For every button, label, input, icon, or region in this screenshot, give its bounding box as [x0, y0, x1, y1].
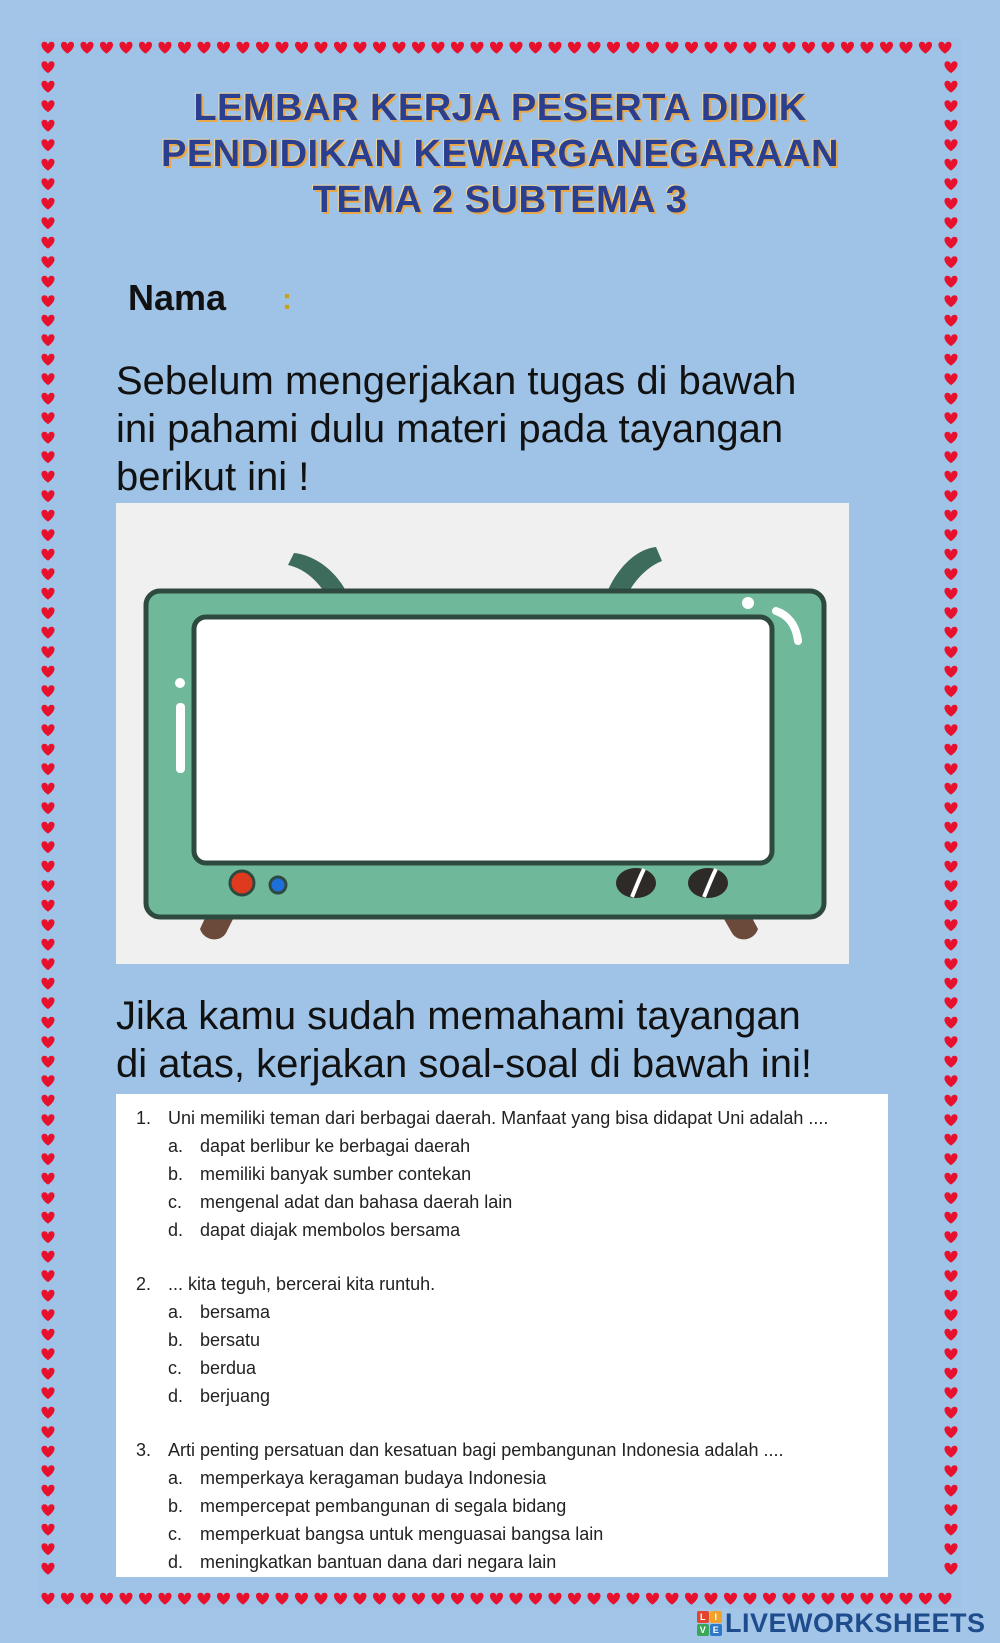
option-text: bersama — [200, 1301, 271, 1322]
option-letter: d. — [168, 1219, 184, 1240]
question-text: Uni memiliki teman dari berbagai daerah. Manfaat yang bisa didapat Uni adalah .... — [168, 1107, 829, 1128]
name-label: Nama — [128, 277, 227, 318]
logo-mark-icon — [697, 1611, 722, 1636]
option-letter: a. — [168, 1135, 184, 1156]
option-text: memperkaya keragaman budaya Indonesia — [200, 1467, 547, 1488]
option-letter: a. — [168, 1467, 184, 1488]
logo-letter-3: V — [697, 1624, 709, 1636]
option-text: dapat diajak membolos bersama — [200, 1219, 461, 1240]
title-line-3: TEMA 2 SUBTEMA 3 — [312, 179, 688, 221]
worksheet-title — [60, 85, 940, 223]
question-number: 1. — [136, 1107, 152, 1128]
logo-letter-2: I — [710, 1611, 722, 1623]
question-stem — [136, 1104, 868, 1132]
answer-option[interactable] — [136, 1492, 868, 1520]
instructions-line-1: Jika kamu sudah memahami tayangan — [116, 994, 801, 1038]
option-text: meningkatkan bantuan dana dari negara lain — [200, 1551, 557, 1572]
option-text: dapat berlibur ke berbagai daerah — [200, 1135, 471, 1156]
liveworksheets-logo[interactable] — [697, 1608, 986, 1638]
option-letter: d. — [168, 1385, 184, 1406]
answer-option[interactable] — [136, 1160, 868, 1188]
option-text: berdua — [200, 1357, 257, 1378]
option-text: memiliki banyak sumber contekan — [200, 1163, 472, 1184]
question-text: Arti penting persatuan dan kesatuan bagi pembangunan Indonesia adalah .... — [168, 1439, 784, 1460]
question-stem — [136, 1270, 868, 1298]
television-icon — [116, 503, 849, 964]
intro-text — [116, 357, 876, 501]
answer-option[interactable] — [136, 1326, 868, 1354]
option-letter: c. — [168, 1357, 183, 1378]
answer-option[interactable] — [136, 1188, 868, 1216]
option-letter: c. — [168, 1523, 183, 1544]
answer-option[interactable] — [136, 1298, 868, 1326]
answer-option[interactable] — [136, 1548, 868, 1576]
question-1 — [136, 1104, 868, 1244]
option-letter: c. — [168, 1191, 183, 1212]
title-line-1: LEMBAR KERJA PESERTA DIDIK — [193, 87, 807, 129]
option-letter: a. — [168, 1301, 184, 1322]
intro-line-1: Sebelum mengerjakan tugas di bawah — [116, 359, 797, 403]
option-text: mengenal adat dan bahasa daerah lain — [200, 1191, 513, 1212]
option-text: bersatu — [200, 1329, 261, 1350]
option-letter: b. — [168, 1163, 184, 1184]
question-number: 3. — [136, 1439, 152, 1460]
intro-line-3: berikut ini ! — [116, 455, 310, 499]
question-2 — [136, 1270, 868, 1410]
question-3 — [136, 1436, 868, 1576]
option-letter: b. — [168, 1495, 184, 1516]
instructions-line-2: di atas, kerjakan soal-soal di bawah ini! — [116, 1042, 812, 1086]
logo-text: LIVEWORKSHEETS — [725, 1607, 986, 1638]
option-text: berjuang — [200, 1385, 271, 1406]
logo-letter-4: E — [710, 1624, 722, 1636]
answer-option[interactable] — [136, 1216, 868, 1244]
option-letter: d. — [168, 1551, 184, 1572]
instructions-text — [116, 992, 896, 1088]
intro-line-2: ini pahami dulu materi pada tayangan — [116, 407, 784, 451]
logo-letter-1: L — [697, 1611, 709, 1623]
name-colon: : — [282, 283, 292, 316]
answer-option[interactable] — [136, 1520, 868, 1548]
option-text: memperkuat bangsa untuk menguasai bangsa lain — [200, 1523, 604, 1544]
question-text: ... kita teguh, bercerai kita runtuh. — [168, 1273, 436, 1294]
option-letter: b. — [168, 1329, 184, 1350]
answer-option[interactable] — [136, 1132, 868, 1160]
option-text: mempercepat pembangunan di segala bidang — [200, 1495, 567, 1516]
quiz-panel — [116, 1094, 888, 1577]
question-stem — [136, 1436, 868, 1464]
video-frame[interactable] — [116, 503, 849, 964]
answer-option[interactable] — [136, 1382, 868, 1410]
answer-option[interactable] — [136, 1464, 868, 1492]
title-line-2: PENDIDIKAN KEWARGANEGARAAN — [160, 133, 840, 175]
answer-option[interactable] — [136, 1354, 868, 1382]
question-number: 2. — [136, 1273, 152, 1294]
